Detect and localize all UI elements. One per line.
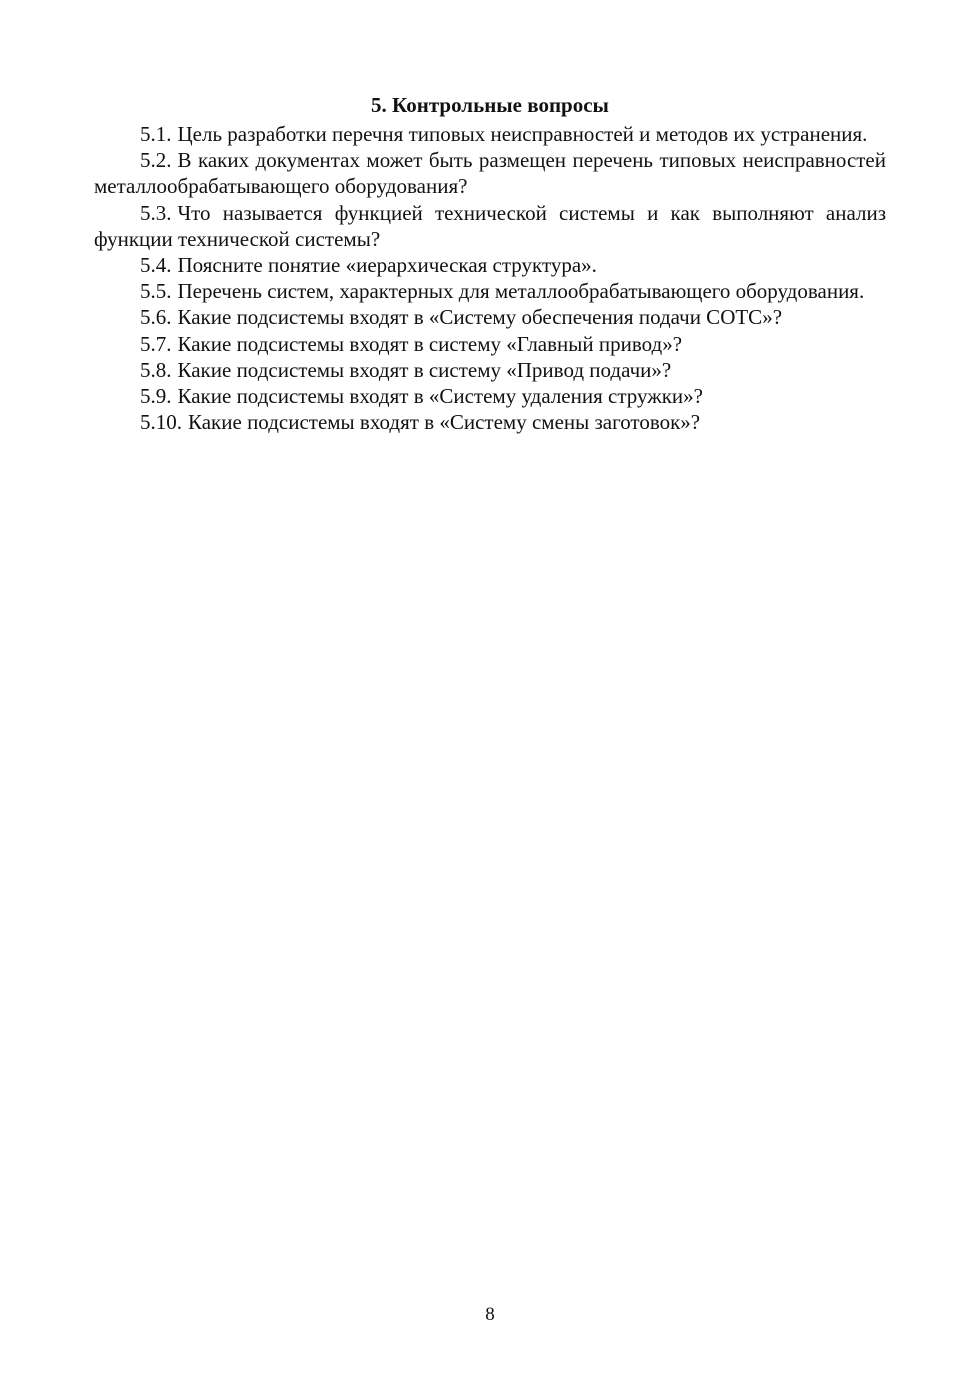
question-item: [94, 357, 886, 383]
question-text: Что называется функцией технической системы и как выполняют анализ функции технической системы?: [94, 200, 886, 251]
question-text: Какие подсистемы входят в «Систему смены заготовок»?: [188, 410, 701, 435]
question-number: 5.10.: [140, 410, 182, 435]
section-title: 5. Контрольные вопросы: [371, 93, 609, 117]
page-number: 8: [485, 1304, 495, 1325]
question-number: 5.5.: [140, 279, 172, 304]
question-item: [94, 331, 886, 357]
question-number: 5.4.: [140, 253, 172, 278]
question-item: [94, 147, 886, 199]
question-item: [94, 252, 886, 278]
question-text: Перечень систем, характерных для металлообрабатывающего оборудования.: [177, 279, 865, 304]
question-item: [94, 304, 886, 330]
question-item: [94, 278, 886, 304]
question-item: [94, 121, 886, 147]
question-item: [94, 200, 886, 252]
questions-list: [94, 121, 886, 435]
question-number: 5.2.: [140, 148, 172, 173]
question-number: 5.1.: [140, 122, 172, 146]
question-text: Какие подсистемы входят в систему «Привод подачи»?: [177, 357, 672, 382]
question-text: Какие подсистемы входят в «Систему обеспечения подачи СОТС»?: [177, 305, 783, 330]
question-text: В каких документах может быть размещен перечень типовых неисправностей металлообрабатывающего оборудования?: [94, 148, 886, 199]
question-text: Поясните понятие «иерархическая структура».: [177, 253, 597, 278]
question-number: 5.3.: [140, 200, 172, 225]
question-number: 5.6.: [140, 305, 172, 330]
question-text: Какие подсистемы входят в «Систему удаления стружки»?: [177, 384, 703, 409]
question-number: 5.9.: [140, 384, 172, 409]
question-text: Какие подсистемы входят в систему «Главный привод»?: [177, 331, 683, 356]
question-number: 5.8.: [140, 357, 172, 382]
control-questions-section: [94, 92, 886, 435]
question-item: [94, 383, 886, 409]
question-text: Цель разработки перечня типовых неисправностей и методов их устранения.: [177, 122, 868, 146]
question-number: 5.7.: [140, 331, 172, 356]
question-item: [94, 409, 886, 435]
